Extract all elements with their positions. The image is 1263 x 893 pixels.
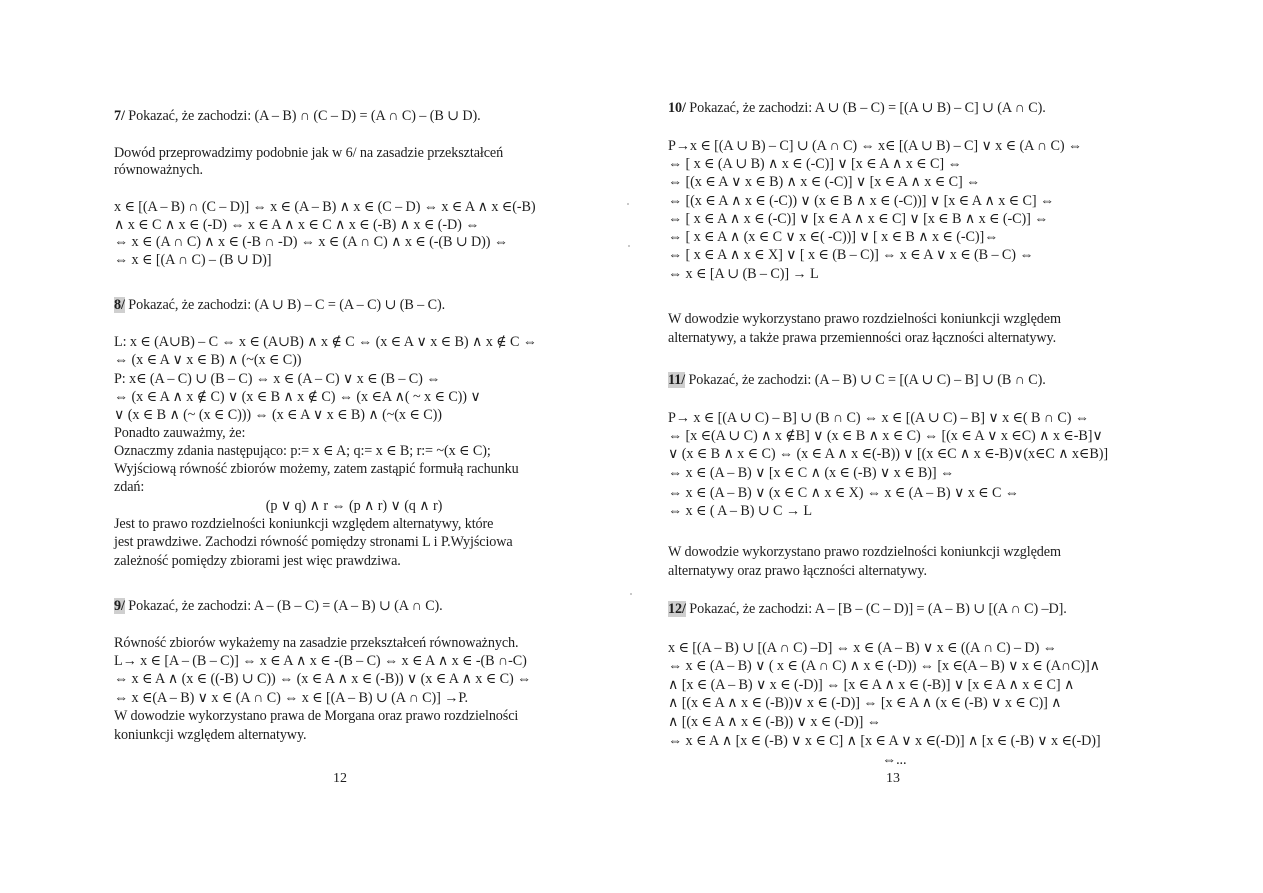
text-line: alternatywy oraz prawo łączności alternatywy.: [668, 563, 927, 579]
math-line: L: x ∈ (A∪B) – C ⇔ x ∈ (A∪B) ∧ x ∉ C ⇔ (x ∈ A ∨ x ∈ B) ∧ x ∉ C ⇔: [114, 334, 537, 350]
math-line: ∧ x ∈ C ∧ x ∈ (-D) ⇔ x ∈ A ∧ x ∈ C ∧ x ∈ (-B) ∧ x ∈ (-D) ⇔: [114, 217, 480, 233]
problem-12-heading: [668, 601, 1067, 618]
problem-statement: Pokazać, że zachodzi: A ∪ (B – C) = [(A ∪ B) – C] ∪ (A ∩ C).: [689, 100, 1046, 116]
problem-11-heading: [668, 372, 1046, 389]
math-line: ⇔ x ∈ [A ∪ (B – C)] → L: [668, 266, 819, 282]
problem-number: 10/: [668, 100, 686, 116]
scan-speck: [628, 245, 630, 247]
math-line: ⇔ [ x ∈ A ∧ (x ∈ C ∨ x ∈( -C))] ∨ [ x ∈ B ∧ x ∈ (-C)]⇔: [668, 229, 999, 245]
formula-line: (p ∨ q) ∧ r ⇔ (p ∧ r) ∨ (q ∧ r): [265, 498, 443, 514]
math-line: ⇔ x ∈ (A – B) ∨ ( x ∈ (A ∩ C) ∧ x ∈ (-D)) ⇔ [x ∈(A – B) ∨ x ∈ (A∩C)]∧: [668, 658, 1100, 674]
text-line: W dowodzie wykorzystano prawa de Morgana oraz prawo rozdzielności: [114, 708, 519, 724]
problem-number: 8/: [114, 297, 125, 313]
text-line: jest prawdziwe. Zachodzi równość pomiędzy stronami L i P.Wyjściowa: [114, 534, 513, 550]
math-line: ∧ [(x ∈ A ∧ x ∈ (-B))∨ x ∈ (-D)] ⇔ [x ∈ A ∧ (x ∈ (-B) ∨ x ∈ C)] ∧: [668, 695, 1062, 711]
math-line: x ∈ [(A – B) ∩ (C – D)] ⇔ x ∈ (A – B) ∧ x ∈ (C – D) ⇔ x ∈ A ∧ x ∈(-B): [114, 199, 536, 215]
text-line: zależność pomiędzy zbiorami jest więc prawdziwa.: [114, 553, 401, 569]
math-line: ⇔ x ∈ A ∧ [x ∈ (-B) ∨ x ∈ C] ∧ [x ∈ A ∨ x ∈(-D)] ∧ [x ∈ (-B) ∨ x ∈(-D)]: [668, 733, 1101, 749]
text-line: Ponadto zauważmy, że:: [114, 425, 246, 441]
math-line: ⇔ [ x ∈ A ∧ x ∈ (-C)] ∨ [x ∈ A ∧ x ∈ C] ∨ [x ∈ B ∧ x ∈ (-C)] ⇔: [668, 211, 1049, 227]
page-number-left: 12: [333, 771, 347, 786]
math-line: ⇔ x ∈ (A ∩ C) ∧ x ∈ (-B ∩ -D) ⇔ x ∈ (A ∩ C) ∧ x ∈ (-(B ∪ D)) ⇔: [114, 234, 508, 250]
text-line: równoważnych.: [114, 162, 203, 178]
problem-10-heading: [668, 100, 1046, 117]
text-line: W dowodzie wykorzystano prawo rozdzielności koniunkcji względem: [668, 544, 1061, 560]
math-line: ∧ [(x ∈ A ∧ x ∈ (-B)) ∨ x ∈ (-D)] ⇔: [668, 714, 881, 730]
text-line: zdań:: [114, 479, 145, 495]
math-line: ∨ (x ∈ B ∧ x ∈ C) ⇔ (x ∈ A ∧ x ∈(-B)) ∨ [(x ∈C ∧ x ∈-B)∨(x∈C ∧ x∈B)]: [668, 446, 1108, 462]
math-line: x ∈ [(A – B) ∪ [(A ∩ C) –D] ⇔ x ∈ (A – B) ∨ x ∈ ((A ∩ C) – D) ⇔: [668, 640, 1057, 656]
math-line: ⇔ (x ∈ A ∨ x ∈ B) ∧ (~(x ∈ C)): [114, 352, 302, 368]
problem-7-heading: [114, 108, 481, 125]
scan-speck: [627, 203, 629, 205]
problem-9-heading: [114, 598, 443, 615]
math-line: L→ x ∈ [A – (B – C)] ⇔ x ∈ A ∧ x ∈ -(B – C) ⇔ x ∈ A ∧ x ∈ -(B ∩-C): [114, 653, 527, 669]
text-line: alternatywy, a także prawa przemienności oraz łączności alternatywy.: [668, 330, 1057, 346]
math-line: ⇔ x ∈ (A – B) ∨ [x ∈ C ∧ (x ∈ (-B) ∨ x ∈ B)] ⇔: [668, 465, 955, 481]
math-line: ∨ (x ∈ B ∧ (~ (x ∈ C))) ⇔ (x ∈ A ∨ x ∈ B) ∧ (~(x ∈ C)): [114, 407, 442, 423]
text-line: Dowód przeprowadzimy podobnie jak w 6/ na zasadzie przekształceń: [114, 145, 504, 161]
problem-number: 9/: [114, 598, 125, 614]
problem-statement: Pokazać, że zachodzi: (A – B) ∪ C = [(A ∪ C) – B] ∪ (B ∩ C).: [688, 372, 1046, 388]
text-line: Równość zbiorów wykażemy na zasadzie przekształceń równoważnych.: [114, 635, 519, 651]
problem-number: 11/: [668, 372, 686, 388]
scan-speck: [630, 593, 632, 595]
problem-8-heading: [114, 297, 445, 314]
ellipsis-line: ⇔...: [882, 752, 907, 768]
math-line: P→x ∈ [(A ∪ B) – C] ∪ (A ∩ C) ⇔ x∈ [(A ∪ B) – C] ∨ x ∈ (A ∩ C) ⇔: [668, 138, 1083, 154]
text-line: koniunkcji względem alternatywy.: [114, 727, 307, 743]
math-line: P→ x ∈ [(A ∪ C) – B] ∪ (B ∩ C) ⇔ x ∈ [(A ∪ C) – B] ∨ x ∈( B ∩ C) ⇔: [668, 410, 1089, 426]
text-line: Jest to prawo rozdzielności koniunkcji względem alternatywy, które: [114, 516, 494, 532]
math-line: ⇔ (x ∈ A ∧ x ∉ C) ∨ (x ∈ B ∧ x ∉ C) ⇔ (x ∈A ∧( ~ x ∈ C)) ∨: [114, 389, 481, 405]
text-line: Wyjściową równość zbiorów możemy, zatem zastąpić formułą rachunku: [114, 461, 519, 477]
math-line: ⇔ x ∈(A – B) ∨ x ∈ (A ∩ C) ⇔ x ∈ [(A – B) ∪ (A ∩ C)] →P.: [114, 690, 468, 706]
problem-statement: Pokazać, że zachodzi: (A – B) ∩ (C – D) = (A ∩ C) – (B ∪ D).: [128, 108, 481, 124]
problem-number: 12/: [668, 601, 686, 617]
math-line: ⇔ [x ∈(A ∪ C) ∧ x ∉B] ∨ (x ∈ B ∧ x ∈ C) ⇔ [(x ∈ A ∨ x ∈C) ∧ x ∈-B]∨: [668, 428, 1103, 444]
math-line: P: x∈ (A – C) ∪ (B – C) ⇔ x ∈ (A – C) ∨ x ∈ (B – C) ⇔: [114, 371, 441, 387]
page-number-right: 13: [886, 771, 900, 786]
problem-statement: Pokazać, że zachodzi: A – (B – C) = (A – B) ∪ (A ∩ C).: [128, 598, 443, 614]
problem-statement: Pokazać, że zachodzi: A – [B – (C – D)] = (A – B) ∪ [(A ∩ C) –D].: [689, 601, 1067, 617]
math-line: ⇔ x ∈ A ∧ (x ∈ ((-B) ∪ C)) ⇔ (x ∈ A ∧ x ∈ (-B)) ∨ (x ∈ A ∧ x ∈ C) ⇔: [114, 671, 532, 687]
math-line: ⇔ x ∈ [(A ∩ C) – (B ∪ D)]: [114, 252, 272, 268]
math-line: ⇔ x ∈ ( A – B) ∪ C → L: [668, 503, 812, 519]
math-line: ∧ [x ∈ (A – B) ∨ x ∈ (-D)] ⇔ [x ∈ A ∧ x ∈ (-B)] ∨ [x ∈ A ∧ x ∈ C] ∧: [668, 677, 1075, 693]
math-line: ⇔ [ x ∈ A ∧ x ∈ X] ∨ [ x ∈ (B – C)] ⇔ x ∈ A ∨ x ∈ (B – C) ⇔: [668, 247, 1034, 263]
text-line: Oznaczmy zdania następująco: p:= x ∈ A; q:= x ∈ B; r:= ~(x ∈ C);: [114, 443, 491, 459]
problem-number: 7/: [114, 108, 125, 124]
math-line: ⇔ [(x ∈ A ∨ x ∈ B) ∧ x ∈ (-C)] ∨ [x ∈ A ∧ x ∈ C] ⇔: [668, 174, 981, 190]
text-line: W dowodzie wykorzystano prawo rozdzielności koniunkcji względem: [668, 311, 1061, 327]
math-line: ⇔ [(x ∈ A ∧ x ∈ (-C)) ∨ (x ∈ B ∧ x ∈ (-C))] ∨ [x ∈ A ∧ x ∈ C] ⇔: [668, 193, 1055, 209]
math-line: ⇔ [ x ∈ (A ∪ B) ∧ x ∈ (-C)] ∨ [x ∈ A ∧ x ∈ C] ⇔: [668, 156, 962, 172]
problem-statement: Pokazać, że zachodzi: (A ∪ B) – C = (A – C) ∪ (B – C).: [128, 297, 446, 313]
math-line: ⇔ x ∈ (A – B) ∨ (x ∈ C ∧ x ∈ X) ⇔ x ∈ (A – B) ∨ x ∈ C ⇔: [668, 485, 1019, 501]
